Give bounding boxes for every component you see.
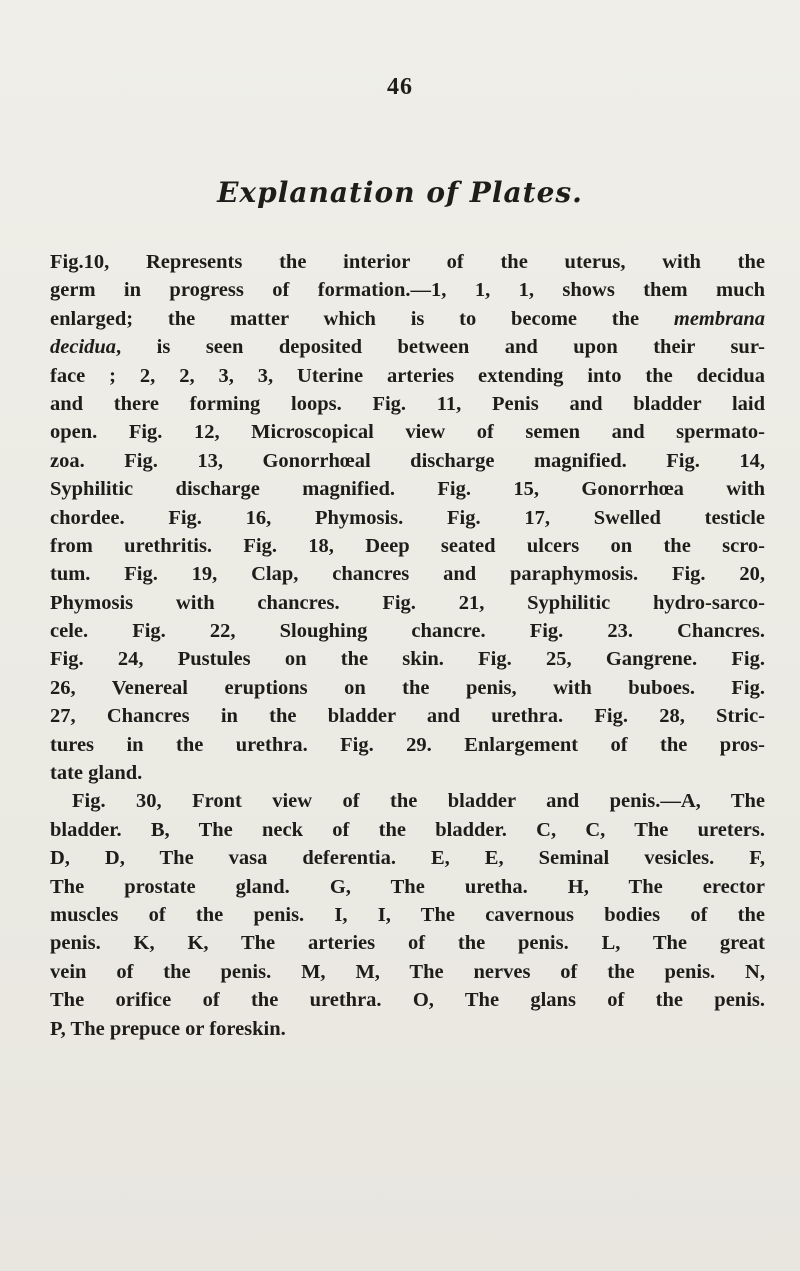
text-line: muscles of the penis. I, I, The cavernous bodies of the xyxy=(50,903,765,926)
text-line: Syphilitic discharge magnified. Fig. 15, Gonorrhœa with xyxy=(50,478,765,501)
text-line: zoa. Fig. 13, Gonorrhœal discharge magnified. Fig. 14, xyxy=(50,449,765,472)
page-number: 46 xyxy=(387,74,413,100)
text-line: bladder. B, The neck of the bladder. C, C, The ureters. xyxy=(50,818,765,841)
text-line: germ in progress of formation.—1, 1, 1, shows them much xyxy=(50,279,765,302)
text-line: face ; 2, 2, 3, 3, Uterine arteries extending into the decidua xyxy=(50,364,765,387)
text-line: from urethritis. Fig. 18, Deep seated ulcers on the scro- xyxy=(50,534,765,557)
text-run: enlarged; the matter which is to become the xyxy=(50,307,674,330)
plate-explanation-text xyxy=(50,248,765,1043)
text-line: tures in the urethra. Fig. 29. Enlargement of the pros- xyxy=(50,733,765,756)
text-line xyxy=(50,305,765,333)
text-line: and there forming loops. Fig. 11, Penis and bladder laid xyxy=(50,392,765,415)
text-line: 26, Venereal eruptions on the penis, with buboes. Fig. xyxy=(50,676,765,699)
text-line: tum. Fig. 19, Clap, chancres and paraphymosis. Fig. 20, xyxy=(50,563,765,586)
text-line: Fig. 30, Front view of the bladder and penis.—A, The xyxy=(72,790,765,813)
text-line: Fig. 24, Pustules on the skin. Fig. 25, Gangrene. Fig. xyxy=(50,648,765,671)
text-line: The prostate gland. G, The uretha. H, The erector xyxy=(50,875,765,898)
text-line: D, D, The vasa deferentia. E, E, Seminal vesicles. F, xyxy=(50,847,765,870)
text-line: open. Fig. 12, Microscopical view of semen and spermato- xyxy=(50,421,765,444)
text-line: penis. K, K, The arteries of the penis. L, The great xyxy=(50,932,765,955)
text-line: vein of the penis. M, M, The nerves of the penis. N, xyxy=(50,960,765,983)
text-line xyxy=(50,333,765,361)
italic-term: decidua xyxy=(50,336,117,359)
text-line: Phymosis with chancres. Fig. 21, Syphilitic hydro-sarco- xyxy=(50,591,765,614)
text-line: chordee. Fig. 16, Phymosis. Fig. 17, Swelled testicle xyxy=(50,506,765,529)
text-line: tate gland. xyxy=(50,762,143,785)
text-line: cele. Fig. 22, Sloughing chancre. Fig. 23. Chancres. xyxy=(50,620,765,643)
page-heading: Explanation of Plates. xyxy=(217,176,583,209)
text-run: , is seen deposited between and upon their sur- xyxy=(116,336,765,359)
text-line: P, The prepuce or foreskin. xyxy=(50,1017,286,1040)
italic-term: membrana xyxy=(673,307,765,330)
text-line: The orifice of the urethra. O, The glans of the penis. xyxy=(50,989,765,1012)
text-line: Fig.10, Represents the interior of the uterus, with the xyxy=(50,251,765,273)
text-line: 27, Chancres in the bladder and urethra. Fig. 28, Stric- xyxy=(50,705,765,728)
